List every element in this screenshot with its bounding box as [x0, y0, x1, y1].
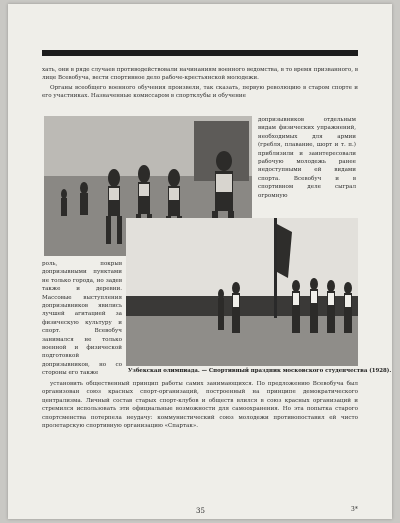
- paragraph-top: хать, они в ряде случаев противодействовали начинаниям военного ведомства, в то время призванного, в лице Всевобуча, вести спортивное дело рабоче-крестьянской молодежи.: [42, 67, 358, 82]
- signature-mark: 3*: [351, 506, 358, 513]
- paragraph-bottom: установить общественный принцип работы самих занимающихся. По предложению Всевобуча был организован союз красных спорт-организаций, построенный на принципе демократического централизма. Личный состав старых спорт-клубов и обществ влился в союз красных организаций и стремился использовать эти официальные возможности для самоохранения. Но эта попытка старого спортсменства потерпела неудачу: коммунистический союз молодежи противопоставил ей чисто пролетарскую спортивную организацию «Спартак».: [42, 381, 358, 430]
- book-page: [8, 4, 392, 519]
- paragraph-right-column: допризывников отдельным видам физических упражнений, необходимых для армии (гребля, плавание, шорт и т. п.) приблизили и заинтересовали рабочую молодежь ранее недоступными ей видами спорта. Всевобуч и в спортивном деле сыграл огромную: [258, 117, 356, 199]
- paragraph-left-column: роль, покрыв допризывными пунктами не только города, но задев также и деревни. Массовые выступления допризывников явились лучшей агитацией за физическую культуру и спорт. Всевобуч занимался не только военной и физической подготовкой допризывников, но со стороны его также: [42, 261, 122, 377]
- page-number: 35: [196, 507, 205, 515]
- photo-student-parade: [126, 218, 358, 366]
- photo-caption: Узбекская олимпиада. — Спортивный праздник московского студенчества (1928).: [128, 368, 392, 374]
- paragraph-organs: Органы всеобщего военного обучения произвели, так сказать, первую революцию в старом спорте и его участниках. Назначенные комиссаром в спортклубы и обучение: [42, 85, 358, 100]
- header-rule: [42, 50, 358, 56]
